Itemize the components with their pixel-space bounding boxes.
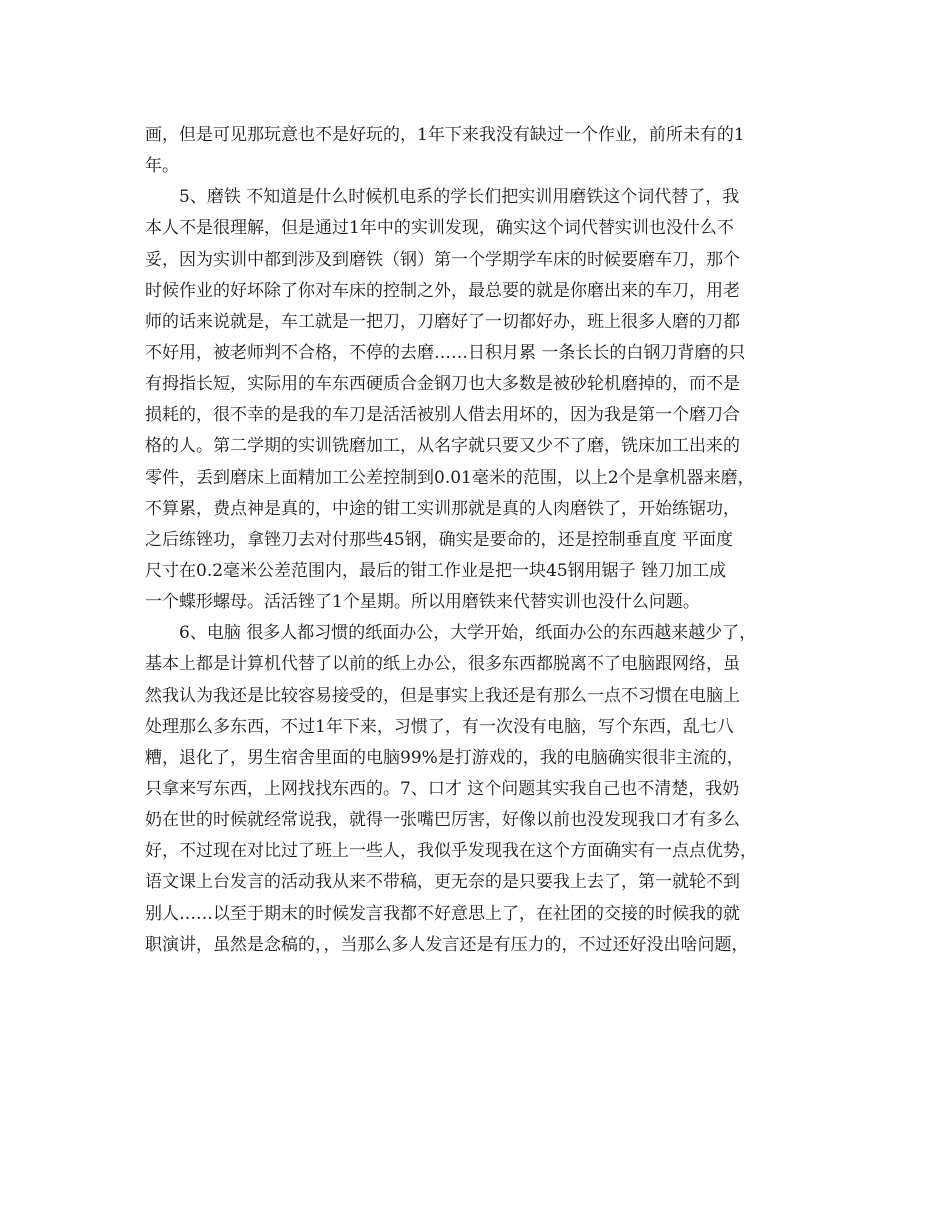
text-line: 年。 [145, 156, 179, 177]
text-line: 好，不过现在对比过了班上一些人，我似乎发现我在这个方面确实有一点点优势， [145, 841, 757, 862]
text-line: 语文课上台发言的活动我从来不带稿，更无奈的是只要我上去了，第一就轮不到 [145, 872, 740, 893]
text-line: 别人……以至于期末的时候发言我都不好意思上了，在社团的交接的时候我的就 [145, 903, 740, 924]
text-line: 然我认为我还是比较容易接受的，但是事实上我还是有那么一点不习惯在电脑上 [145, 685, 740, 706]
section-heading-line: 5、磨铁 不知道是什么时候机电系的学长们把实训用磨铁这个词代替了，我 [179, 187, 740, 208]
text-line: 本人不是很理解，但是通过1年中的实训发现，确实这个词代替实训也没什么不 [145, 218, 734, 239]
text-line: 妥，因为实训中都到涉及到磨铁（钢）第一个学期学车床的时候要磨车刀，那个 [145, 249, 740, 270]
text-line: 基本上都是计算机代替了以前的纸上办公，很多东西都脱离不了电脑跟网络，虽 [145, 654, 740, 675]
text-line: 之后练锉功，拿锉刀去对付那些45钢，确实是要命的，还是控制垂直度 平面度 [145, 529, 734, 550]
text-line: 师的话来说就是，车工就是一把刀，刀磨好了一切都好办，班上很多人磨的刀都 [145, 311, 740, 332]
text-line: 画，但是可见那玩意也不是好玩的，1年下来我没有缺过一个作业，前所未有的1 [145, 125, 745, 145]
text-line: 格的人。第二学期的实训铣磨加工，从名字就只要又少不了磨，铣床加工出来的 [145, 436, 740, 457]
text-line: 尺寸在0.2毫米公差范围内，最后的钳工作业是把一块45钢用锯子 锉刀加工成 [145, 560, 727, 581]
text-line: 时候作业的好坏除了你对车床的控制之外，最总要的就是你磨出来的车刀，用老 [145, 280, 740, 301]
text-line: 有拇指长短，实际用的车东西硬质合金钢刀也大多数是被砂轮机磨掉的，而不是 [145, 374, 740, 395]
text-line: 处理那么多东西，不过1年下来，习惯了，有一次没有电脑，写个东西，乱七八 [145, 716, 734, 737]
text-line: 糟，退化了，男生宿舍里面的电脑99%是打游戏的，我的电脑确实很非主流的， [145, 747, 744, 768]
text-line: 零件，丢到磨床上面精加工公差控制到0.01毫米的范围，以上2个是拿机器来磨， [145, 467, 755, 488]
section-heading-line: 6、电脑 很多人都习惯的纸面办公，大学开始，纸面办公的东西越来越少了， [179, 623, 757, 644]
text-line: 不算累，费点神是真的，中途的钳工实训那就是真的人肉磨铁了，开始练锯功， [145, 498, 740, 519]
text-line: 只拿来写东西，上网找找东西的。7、口才 这个问题其实我自己也不清楚，我奶 [145, 778, 740, 799]
text-line: 损耗的，很不幸的是我的车刀是活活被别人借去用坏的，因为我是第一个磨刀合 [145, 405, 740, 426]
text-line: 不好用，被老师判不合格，不停的去磨……日积月累 一条长长的白钢刀背磨的只 [145, 342, 746, 363]
text-line: 职演讲，虽然是念稿的，，当那么多人发言还是有压力的，不过还好没出啥问题， [145, 934, 749, 955]
text-line: 奶在世的时候就经常说我，就得一张嘴巴厉害，好像以前也没发现我口才有多么 [145, 810, 740, 831]
text-line: 一个蝶形螺母。活活锉了1个星期。所以用磨铁来代替实训也没什么问题。 [145, 592, 700, 613]
body-text [145, 120, 825, 961]
